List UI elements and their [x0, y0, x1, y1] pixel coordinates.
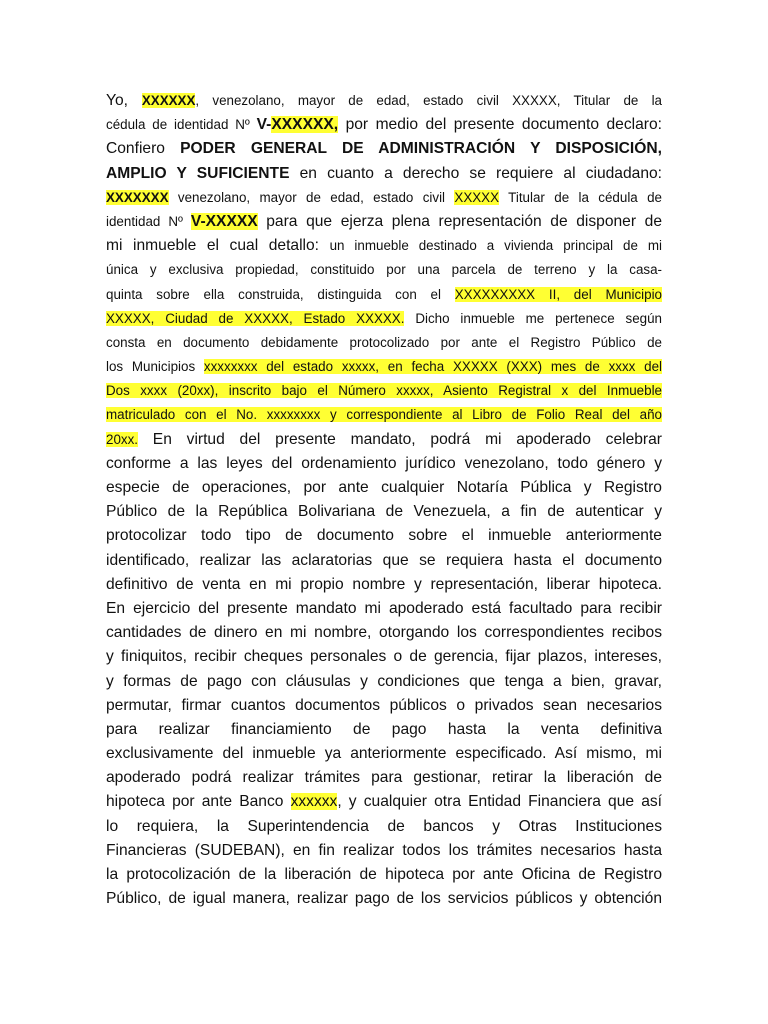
- text-line: [106, 766, 662, 790]
- text-run: Financieras (SUDEBAN), en fin realizar todos los trámites necesarios hasta: [106, 841, 662, 859]
- text-run: identificado, realizar las aclaratorias que se requiera hasta el documento: [106, 551, 662, 569]
- text-line: [106, 89, 662, 113]
- text-run: Confiero: [106, 140, 181, 158]
- text-run: los Municipios: [106, 359, 204, 375]
- text-run: venezolano, mayor de edad, estado civil: [168, 189, 455, 205]
- text-line: [106, 283, 662, 307]
- text-line: [106, 403, 662, 427]
- text-line: [106, 839, 662, 863]
- text-line: [106, 137, 662, 161]
- text-run: Titular de la cédula de: [499, 189, 662, 205]
- text-line: [106, 307, 662, 331]
- text-run: permutar, firmar cuantos documentos públicos o privados sean necesarios: [106, 696, 662, 714]
- text-run: , venezolano, mayor de edad, estado civil XXXXX, Titular de la: [195, 93, 662, 108]
- highlighted-placeholder: XXXXXXXXX II, del Municipio: [454, 286, 663, 302]
- text-run: hipoteca por ante Banco: [106, 793, 291, 811]
- highlighted-placeholder: XXXXXXX: [106, 189, 169, 205]
- text-run: Público de la República Bolivariana de Venezuela, a fin de autenticar y: [106, 503, 662, 521]
- text-line: [106, 162, 662, 186]
- text-line: [106, 694, 662, 718]
- text-line: [106, 524, 662, 548]
- highlighted-placeholder: XXXXXX,: [271, 116, 339, 134]
- text-line: [106, 476, 662, 500]
- text-run: conforme a las leyes del ordenamiento jurídico venezolano, todo género y: [106, 454, 662, 472]
- text-line: [106, 573, 662, 597]
- text-run: protocolizar todo tipo de documento sobre el inmueble anteriormente: [106, 527, 662, 545]
- text-run: y finiquitos, recibir cheques personales o de gerencia, fijar plazos, intereses,: [106, 648, 662, 666]
- text-run: cantidades de dinero en mi nombre, otorgando los correspondientes recibos: [106, 624, 662, 642]
- text-run: quinta sobre ella construida, distinguida con el: [106, 286, 455, 302]
- text-run: apoderado podrá realizar trámites para gestionar, retirar la liberación de: [106, 769, 662, 787]
- highlighted-placeholder: XXXXX, Ciudad de XXXXX, Estado XXXXX.: [106, 310, 405, 326]
- text-line: [106, 113, 662, 137]
- text-line: [106, 452, 662, 476]
- text-line: [106, 500, 662, 524]
- highlighted-placeholder: xxxxxx: [290, 793, 338, 811]
- text-line: [106, 379, 662, 403]
- highlighted-placeholder: 20xx.: [106, 431, 139, 447]
- text-run: lo requiera, la Superintendencia de bancos y Otras Instituciones: [106, 817, 662, 835]
- text-run: consta en documento debidamente protocolizado por ante el Registro Público de: [106, 334, 662, 350]
- text-run: para realizar financiamiento de pago hasta la venta definitiva: [106, 720, 662, 738]
- text-line: [106, 742, 662, 766]
- text-line: [106, 718, 662, 742]
- text-run: PODER GENERAL DE ADMINISTRACIÓN Y DISPOSICIÓN,: [180, 140, 662, 158]
- text-run: , y cualquier otra Entidad Financiera que así: [337, 793, 663, 811]
- text-line: [106, 887, 662, 911]
- text-run: mi inmueble el cual detallo:: [106, 237, 330, 255]
- text-run: Dicho inmueble me pertenece según: [404, 310, 662, 326]
- text-run: En ejercicio del presente mandato mi apoderado está facultado para recibir: [106, 599, 662, 617]
- text-run: cédula de identidad Nº: [106, 117, 257, 133]
- highlighted-placeholder: XXXXXX: [141, 93, 196, 108]
- text-line: [106, 549, 662, 573]
- text-run: y formas de pago con cláusulas y condiciones que tenga a bien, gravar,: [106, 672, 662, 690]
- text-run: en cuanto a derecho se requiere al ciudadano:: [289, 164, 663, 182]
- text-run: única y exclusiva propiedad, constituido por una parcela de terreno y la casa-: [106, 262, 662, 278]
- text-run: por medio del presente documento declaro:: [338, 116, 662, 134]
- text-run: un inmueble destinado a vivienda principal de mi: [329, 238, 662, 254]
- text-line: [106, 863, 662, 887]
- text-run: AMPLIO Y SUFICIENTE: [106, 164, 290, 182]
- text-line: [106, 790, 662, 814]
- text-line: [106, 186, 662, 210]
- text-run: la protocolización de la liberación de hipoteca por ante Oficina de Registro: [106, 866, 662, 883]
- text-line: [106, 428, 662, 452]
- text-run: V-: [256, 116, 272, 134]
- text-run: Yo,: [106, 92, 142, 109]
- text-run: para que ejerza plena representación de disponer de: [257, 212, 662, 230]
- text-run: definitivo de venta en mi propio nombre y representación, liberar hipoteca.: [106, 575, 662, 593]
- highlighted-placeholder: xxxxxxxx del estado xxxxx, en fecha XXXXX (XXX) mes de xxxx del: [203, 359, 662, 375]
- text-line: [106, 597, 662, 621]
- text-run: identidad Nº: [106, 213, 191, 229]
- highlighted-placeholder: V-XXXXX: [190, 212, 258, 230]
- text-line: [106, 355, 662, 379]
- text-line: [106, 670, 662, 694]
- highlighted-placeholder: matriculado con el No. xxxxxxxx y correspondiente al Libro de Folio Real del año: [106, 407, 662, 423]
- text-run: especie de operaciones, por ante cualquier Notaría Pública y Registro: [106, 479, 662, 496]
- text-line: [106, 258, 662, 282]
- text-line: [106, 645, 662, 669]
- document-body: [106, 89, 662, 911]
- text-line: [106, 621, 662, 645]
- text-run: exclusivamente del inmueble ya anteriormente especificado. Así mismo, mi: [106, 745, 662, 763]
- text-run: Público, de igual manera, realizar pago de los servicios públicos y obtención: [106, 890, 662, 908]
- text-run: En virtud del presente mandato, podrá mi apoderado celebrar: [138, 430, 662, 448]
- text-line: [106, 815, 662, 839]
- text-line: [106, 210, 662, 234]
- highlighted-placeholder: XXXXX: [454, 189, 500, 205]
- text-line: [106, 234, 662, 258]
- text-line: [106, 331, 662, 355]
- highlighted-placeholder: Dos xxxx (20xx), inscrito bajo el Número xxxxx, Asiento Registral x del Inmueble: [106, 383, 662, 399]
